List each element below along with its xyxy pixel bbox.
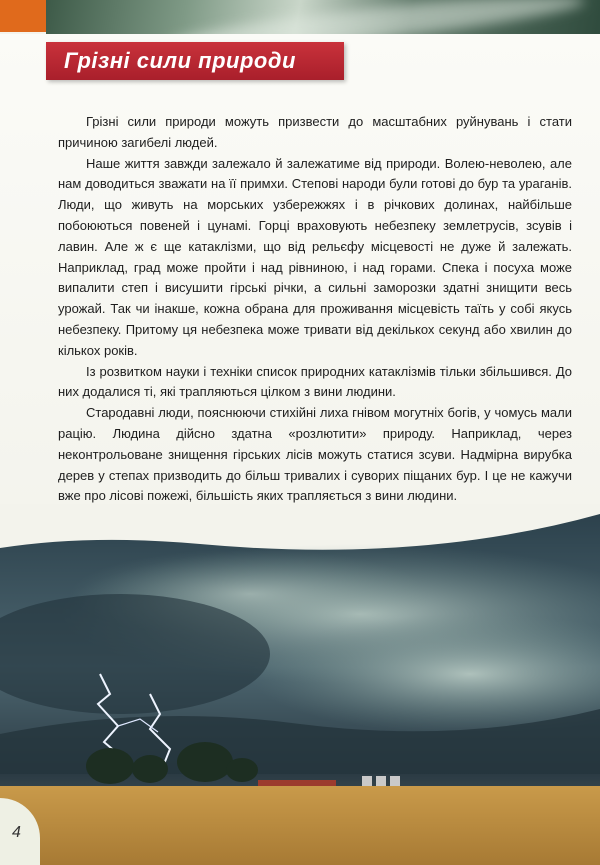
storm-photo <box>0 504 600 865</box>
article-body <box>58 112 572 570</box>
page-number: 4 <box>12 824 21 841</box>
accent-strip <box>0 0 46 32</box>
paragraph-4: Стародавні люди, пояснюючи стихійні лиха гнівом могутніх богів, у чомусь мали рацію. Людина дійсно здатна «розлютити» природу. Наприклад, через неконтрольоване знищення гірських лісів можуть статися зсуви. Надмірна вирубка дерев у степах призводить до більш тривалих і суворих піщаних бур. І це не кажучи вже про лісові пожежі, більшість яких трапляється з вини людини. <box>58 405 572 504</box>
title-banner <box>46 42 344 80</box>
paragraph-2: Наше життя завжди залежало й залежатиме від природи. Волею-неволею, але нам доводиться зважати на її примхи. Степові народи були готові до бур та ураганів. Люди, що живуть на морських узбережжях і в річкових долинах, найбільше побоюються повеней і цунамі. Горці враховують небезпеку землетрусів, зсувів і лавин. Але ж є ще катаклізми, що від рельєфу місцевості не дуже й залежать. Наприклад, град може пройти і над рівниною, і над горами. Спека і посуха може випалити степ і висушити гірські річки, а сильні заморозки здатні знищити весь урожай. Так чи інакше, кожна обрана для проживання місцевість таїть у собі якусь небезпеку. Притому ця небезпека може тривати від декількох секунд або хвилин до кількох років. <box>58 155 572 358</box>
paragraph-3: Із розвитком науки і техніки список природних катаклізмів тільки збільшився. До них додалися ті, які трапляються цілком з вини людини. <box>58 363 572 400</box>
page-title: Грізні сили природи <box>64 48 296 73</box>
paragraph-1: Грізні сили природи можуть призвести до масштабних руйнувань і стати причиною загибелі людей. <box>58 114 572 150</box>
